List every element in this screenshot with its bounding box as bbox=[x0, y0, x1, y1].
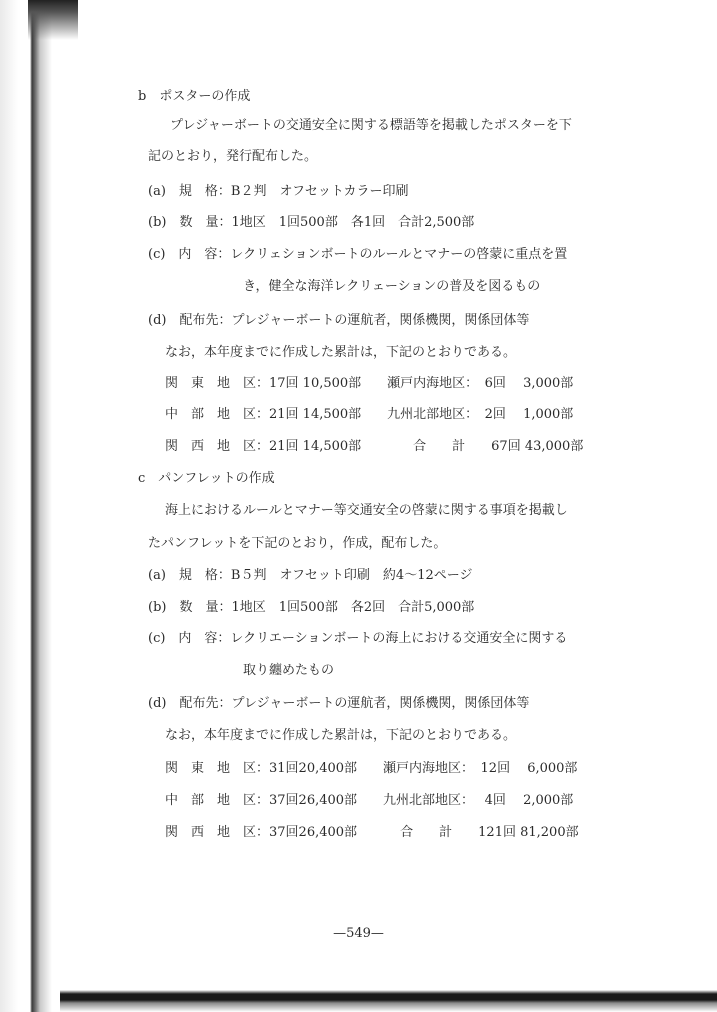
bottom-page-edge bbox=[60, 990, 717, 1012]
section-heading-c: c パンフレットの作成 bbox=[138, 471, 275, 486]
paragraph-line: 海上におけるルールとマナー等交通安全の啓蒙に関する事項を掲載し bbox=[165, 503, 568, 518]
paragraph-line: 記のとおり，発行配布した。 bbox=[148, 149, 318, 164]
tally-row: 関 東 地 区：17回 10,500部 瀬戸内海地区： 6回 3,000部 bbox=[165, 376, 574, 391]
spec-item-d: (d) 配布先：プレジャーボートの運航者，関係機関，関係団体等 bbox=[148, 313, 530, 328]
spec-item-b: (b) 数 量：1地区 1回500部 各1回 合計2,500部 bbox=[148, 215, 475, 230]
spec-item-c-continued: き，健全な海洋レクリェーションの普及を図るもの bbox=[243, 279, 541, 294]
tally-row: 中 部 地 区：21回 14,500部 九州北部地区： 2回 1,000部 bbox=[165, 407, 574, 422]
spec-item-a: (a) 規 格：B５判 オフセット印刷 約4〜12ページ bbox=[148, 568, 473, 583]
spec-item-d: (d) 配布先：プレジャーボートの運航者，関係機関，関係団体等 bbox=[148, 696, 530, 711]
top-corner-shadow bbox=[28, 0, 78, 40]
tally-row: 中 部 地 区：37回26,400部 九州北部地区： 4回 2,000部 bbox=[165, 793, 574, 808]
cumulative-note: なお，本年度までに作成した累計は，下記のとおりである。 bbox=[165, 345, 517, 360]
paragraph-line: たパンフレットを下記のとおり，作成，配布した。 bbox=[148, 536, 447, 551]
tally-row: 関 西 地 区：37回26,400部 合 計 121回 81,200部 bbox=[165, 825, 579, 840]
tally-row: 関 西 地 区：21回 14,500部 合 計 67回 43,000部 bbox=[165, 439, 584, 454]
spec-item-c: (c) 内 容：レクリェションボートのルールとマナーの啓蒙に重点を置 bbox=[148, 247, 568, 262]
spec-item-a: (a) 規 格：B２判 オフセットカラー印刷 bbox=[148, 184, 409, 199]
spec-item-c-continued: 取り纏めたもの bbox=[243, 663, 335, 678]
paragraph-line: プレジャーボートの交通安全に関する標語等を掲載したポスターを下 bbox=[170, 118, 572, 133]
section-heading-b: b ポスターの作成 bbox=[138, 89, 251, 104]
spec-item-b: (b) 数 量：1地区 1回500部 各2回 合計5,000部 bbox=[148, 600, 475, 615]
spec-item-c: (c) 内 容：レクリエーションボートの海上における交通安全に関する bbox=[148, 631, 568, 646]
cumulative-note: なお，本年度までに作成した累計は，下記のとおりである。 bbox=[165, 728, 517, 743]
binding-shadow bbox=[0, 0, 70, 1012]
page-number: —549— bbox=[333, 926, 384, 941]
tally-row: 関 東 地 区：31回20,400部 瀬戸内海地区： 12回 6,000部 bbox=[165, 761, 578, 776]
